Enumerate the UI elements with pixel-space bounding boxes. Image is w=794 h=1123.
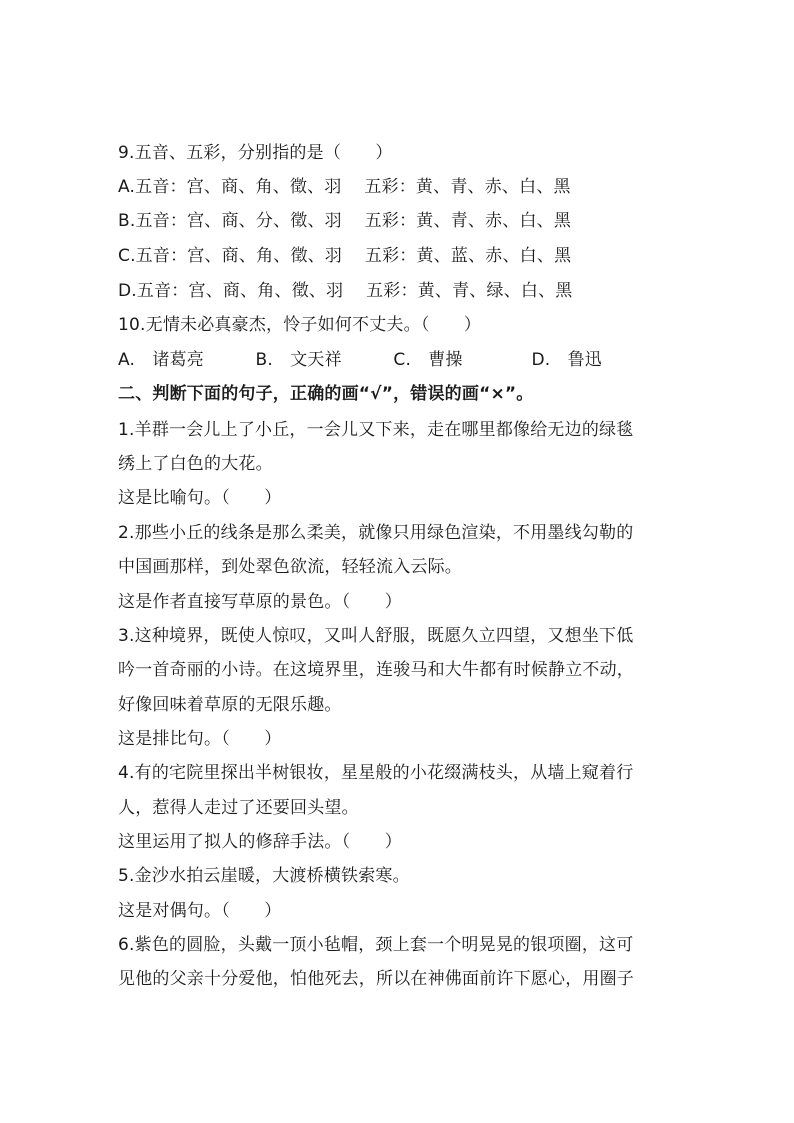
judge-item-1-line-1: 1.羊群一会儿上了小丘，一会儿又下来，走在哪里都像给无边的绿毯 (118, 420, 634, 440)
judge-item-6-line-2: 见他的父亲十分爱他，怕他死去，所以在神佛面前许下愿心，用圈子 (118, 969, 634, 989)
judge-item-3-line-2: 吟一首奇丽的小诗。在这境界里，连骏马和大牛都有时候静立不动， (118, 660, 634, 680)
section-2-heading: 二、判断下面的句子，正确的画“√”，错误的画“×”。 (118, 384, 534, 404)
question-9-stem: 9.五音、五彩，分别指的是（ ） (118, 143, 393, 163)
question-9-option-a: A.五音：宫、商、角、徵、羽 五彩：黄、青、赤、白、黑 (118, 177, 571, 197)
judge-item-2-line-1: 2.那些小丘的线条是那么柔美，就像只用绿色渲染，不用墨线勾勒的 (118, 523, 634, 543)
judge-item-3-prompt: 这是排比句。（ ） (118, 729, 282, 749)
question-9-option-b: B.五音：宫、商、分、徵、羽 五彩：黄、青、赤、白、黑 (118, 211, 572, 231)
judge-item-4-line-2: 人，惹得人走过了还要回头望。 (118, 798, 359, 818)
question-10-options: A. 诸葛亮 B. 文天祥 C. 曹操 D. 鲁迅 (118, 350, 602, 370)
judge-item-2-prompt: 这是作者直接写草原的景色。（ ） (118, 592, 402, 612)
judge-item-3-line-3: 好像回味着草原的无限乐趣。 (118, 695, 342, 715)
judge-item-4-prompt: 这里运用了拟人的修辞手法。（ ） (118, 832, 402, 852)
judge-item-1-line-2: 绣上了白色的大花。 (118, 454, 273, 474)
judge-item-1-prompt: 这是比喻句。（ ） (118, 488, 282, 508)
judge-item-6-line-1: 6.紫色的圆脸，头戴一顶小毡帽，颈上套一个明晃晃的银项圈，这可 (118, 935, 634, 955)
judge-item-5-prompt: 这是对偶句。（ ） (118, 901, 282, 921)
question-10-stem: 10.无情未必真豪杰，怜子如何不丈夫。（ ） (118, 315, 482, 335)
judge-item-3-line-1: 3.这种境界，既使人惊叹，又叫人舒服，既愿久立四望，又想坐下低 (118, 626, 634, 646)
judge-item-4-line-1: 4.有的宅院里探出半树银妆，星星般的小花缀满枝头，从墙上窥着行 (118, 763, 634, 783)
question-9-option-d: D.五音：宫、商、角、徵、羽 五彩：黄、青、绿、白、黑 (118, 281, 573, 301)
judge-item-2-line-2: 中国画那样，到处翠色欲流，轻轻流入云际。 (118, 557, 462, 577)
question-9-option-c: C.五音：宫、商、角、徵、羽 五彩：黄、蓝、赤、白、黑 (118, 246, 572, 266)
judge-item-5-line-1: 5.金沙水拍云崖暖，大渡桥横铁索寒。 (118, 866, 410, 886)
